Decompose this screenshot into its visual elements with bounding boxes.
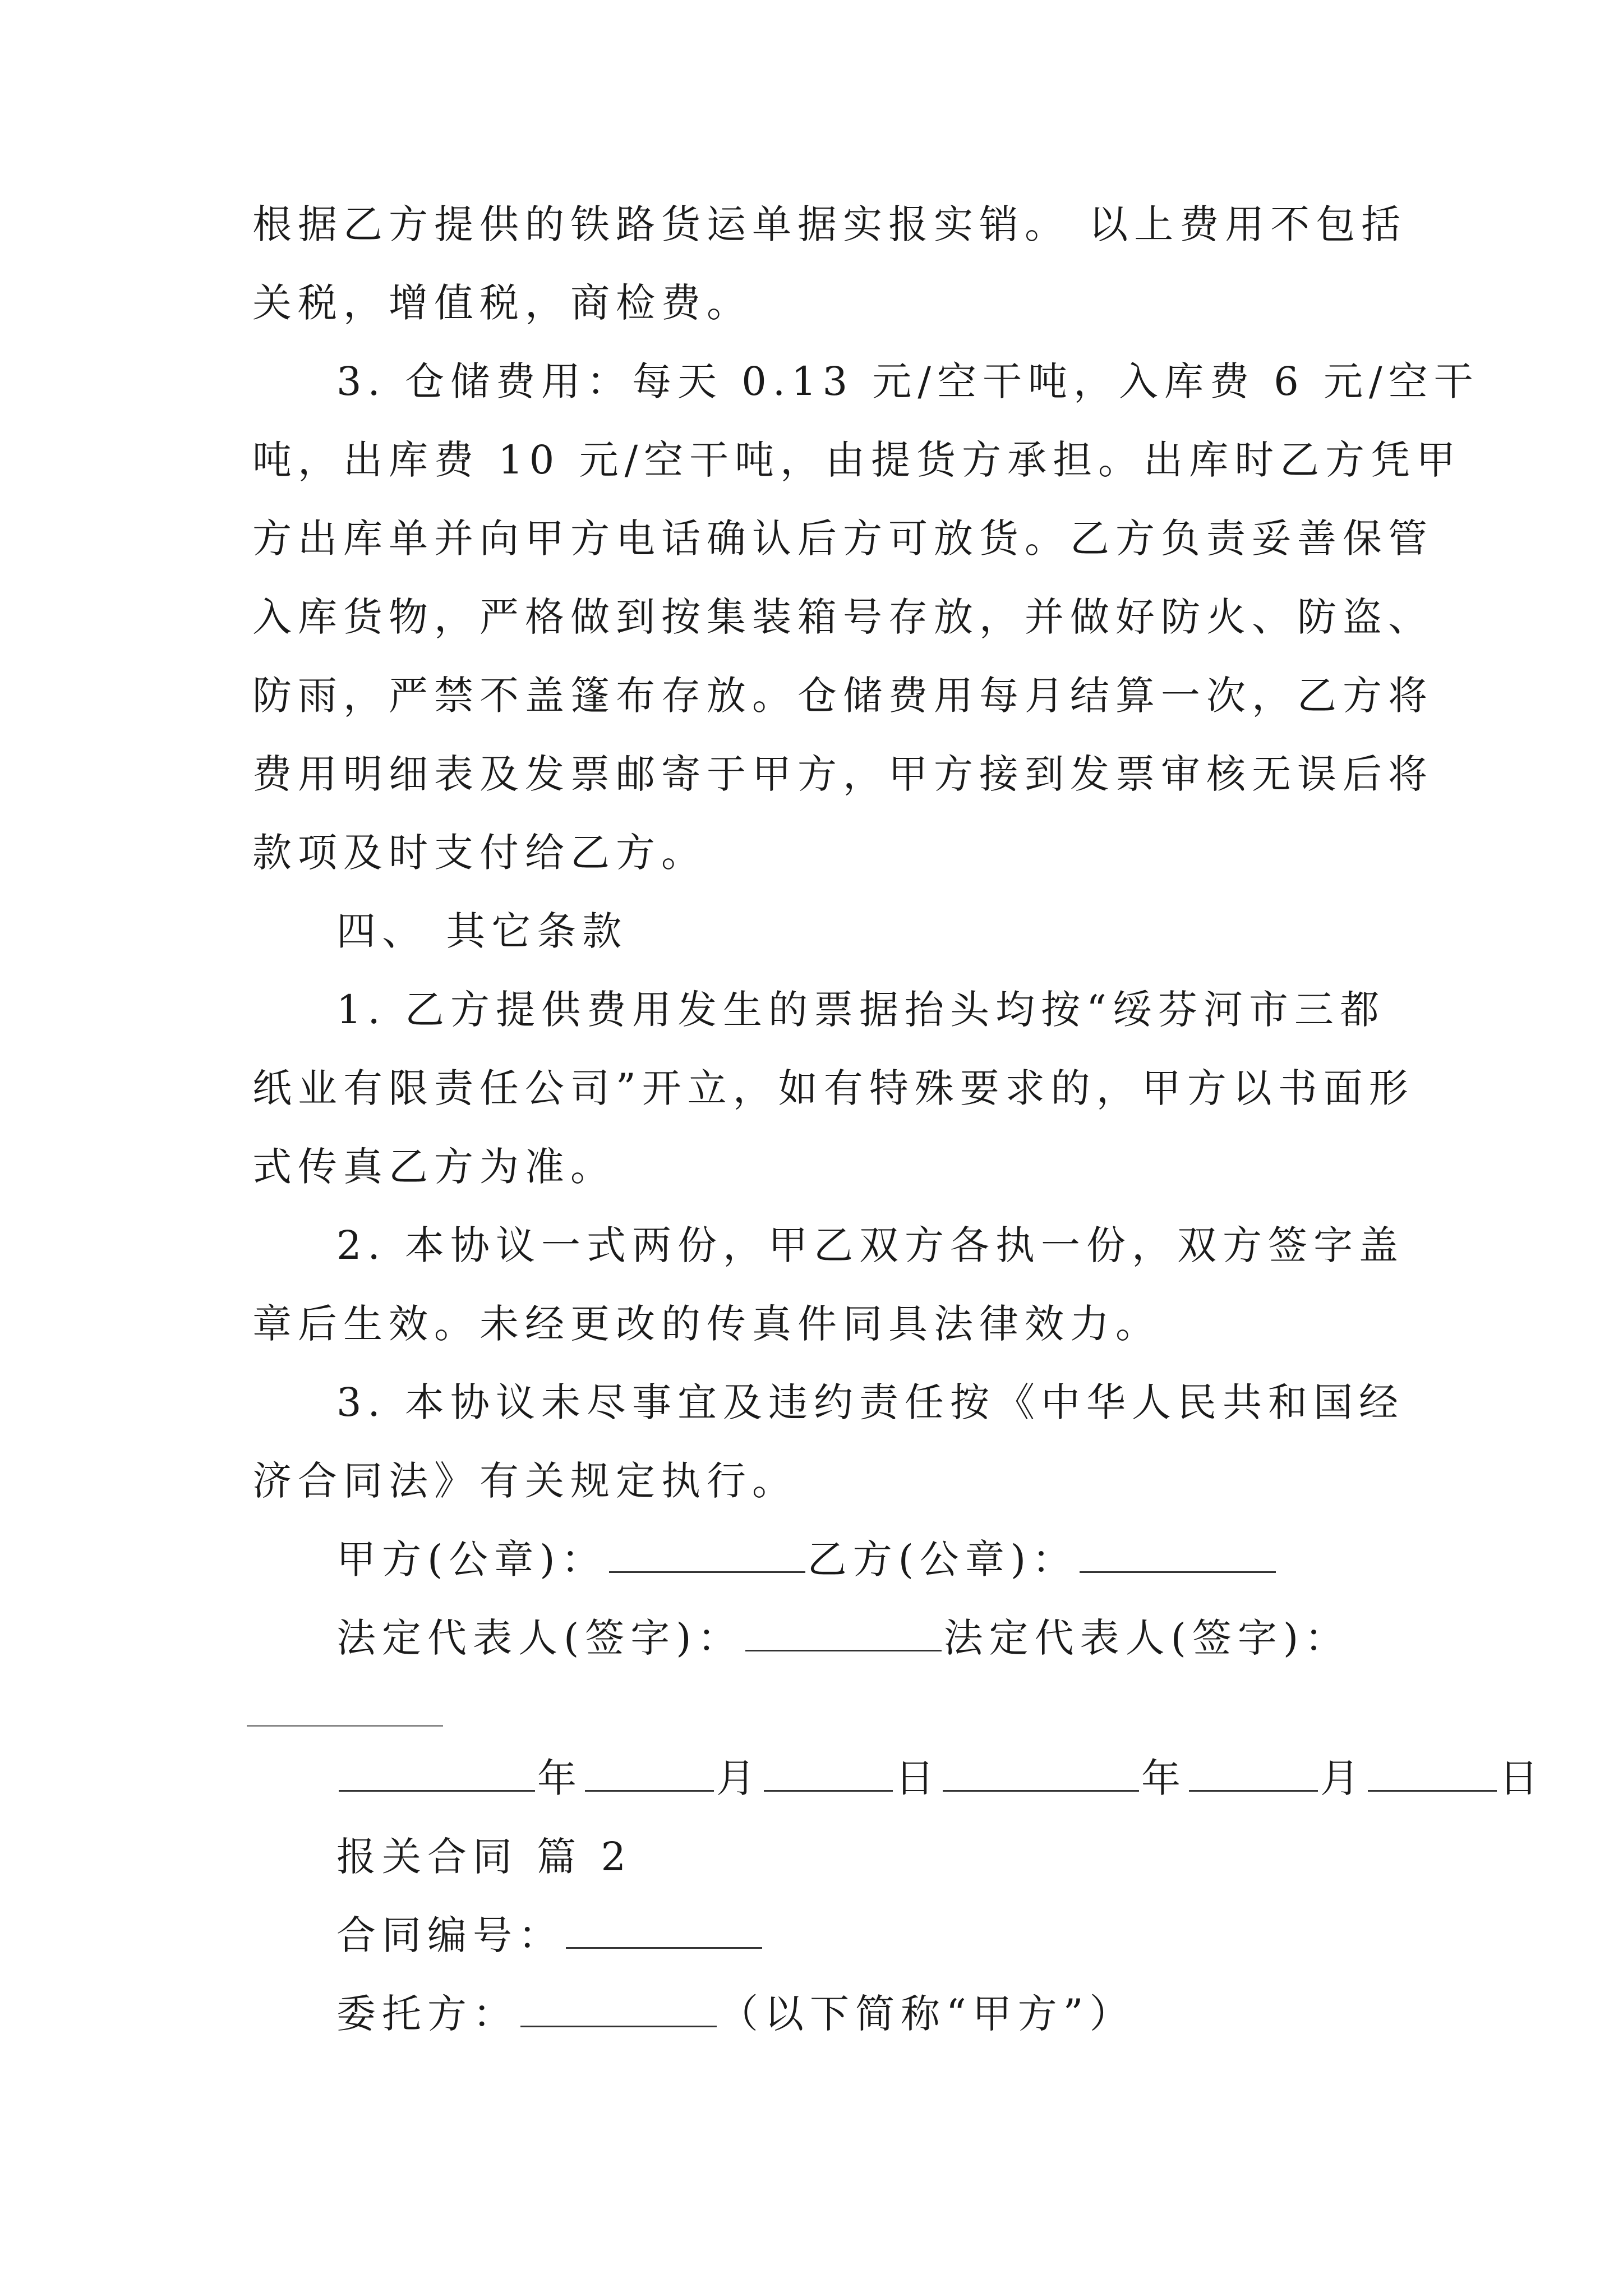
day-a-label: 日 <box>895 1755 940 1801</box>
rep-b-label: 法定代表人(签字)： <box>943 1615 1350 1661</box>
rep-a-label: 法定代表人(签字)： <box>336 1615 743 1661</box>
party-a-seal-label: 甲方(公章)： <box>336 1536 607 1582</box>
client-note: （以下简称“甲方”） <box>719 1991 1135 2037</box>
text-line-11: 1. 乙方提供费用发生的票据抬头均按“绥芬河市三都 <box>336 987 1385 1033</box>
text-line-1: 根据乙方提供的铁路货运单据实报实销。 以上费用不包括 <box>252 201 1407 247</box>
year-a-label: 年 <box>537 1755 583 1801</box>
day-a-blank[interactable] <box>764 1751 893 1792</box>
text-line-2: 关税，增值税，商检费。 <box>252 280 752 326</box>
text-line-15: 章后生效。未经更改的传真件同具法律效力。 <box>252 1301 1161 1347</box>
text-line-12: 纸业有限责任公司”开立，如有特殊要求的，甲方以书面形 <box>252 1065 1414 1111</box>
text-line-14: 2. 本协议一式两份，甲乙双方各执一份，双方签字盖 <box>336 1222 1405 1268</box>
party-a-seal-blank[interactable] <box>609 1532 805 1573</box>
contract-number-label: 合同编号： <box>336 1912 564 1958</box>
month-a-blank[interactable] <box>585 1751 714 1792</box>
contract2-title: 报关合同 篇 2 <box>336 1834 633 1880</box>
text-line-4: 吨，出库费 10 元/空干吨，由提货方承担。出库时乙方凭甲 <box>252 437 1462 483</box>
day-b-label: 日 <box>1499 1755 1544 1801</box>
text-line-17: 济合同法》有关规定执行。 <box>252 1458 797 1504</box>
contract-number-blank[interactable] <box>566 1908 762 1949</box>
text-line-13: 式传真乙方为准。 <box>252 1144 616 1190</box>
section-heading: 四、 其它条款 <box>336 908 628 954</box>
representative-line <box>336 1610 1350 1666</box>
party-b-seal-label: 乙方(公章)： <box>807 1536 1078 1582</box>
month-b-blank[interactable] <box>1189 1751 1318 1792</box>
text-line-6: 入库货物，严格做到按集装箱号存放，并做好防火、防盗、 <box>252 594 1433 640</box>
client-blank[interactable] <box>520 1986 717 2027</box>
text-line-9: 款项及时支付给乙方。 <box>252 830 707 876</box>
rep-b-blank[interactable] <box>247 1725 443 1727</box>
text-line-3: 3. 仓储费用：每天 0.13 元/空干吨，入库费 6 元/空干 <box>336 358 1479 404</box>
contract-number-line <box>336 1907 764 1963</box>
month-b-label: 月 <box>1320 1755 1366 1801</box>
seal-line <box>336 1531 1278 1588</box>
date-line <box>336 1750 1544 1806</box>
party-b-seal-blank[interactable] <box>1080 1532 1276 1573</box>
text-line-7: 防雨，严禁不盖篷布存放。仓储费用每月结算一次，乙方将 <box>252 673 1433 719</box>
year-a-blank[interactable] <box>339 1751 535 1792</box>
client-label: 委托方： <box>336 1991 518 2037</box>
text-line-16: 3. 本协议未尽事宜及违约责任按《中华人民共和国经 <box>336 1379 1405 1425</box>
year-b-blank[interactable] <box>943 1751 1139 1792</box>
text-line-5: 方出库单并向甲方电话确认后方可放货。乙方负责妥善保管 <box>252 516 1433 562</box>
year-b-label: 年 <box>1141 1755 1187 1801</box>
text-line-8: 费用明细表及发票邮寄于甲方，甲方接到发票审核无误后将 <box>252 751 1433 797</box>
month-a-label: 月 <box>716 1755 762 1801</box>
day-b-blank[interactable] <box>1368 1751 1497 1792</box>
client-line <box>336 1986 1135 2042</box>
rep-a-blank[interactable] <box>745 1611 942 1651</box>
